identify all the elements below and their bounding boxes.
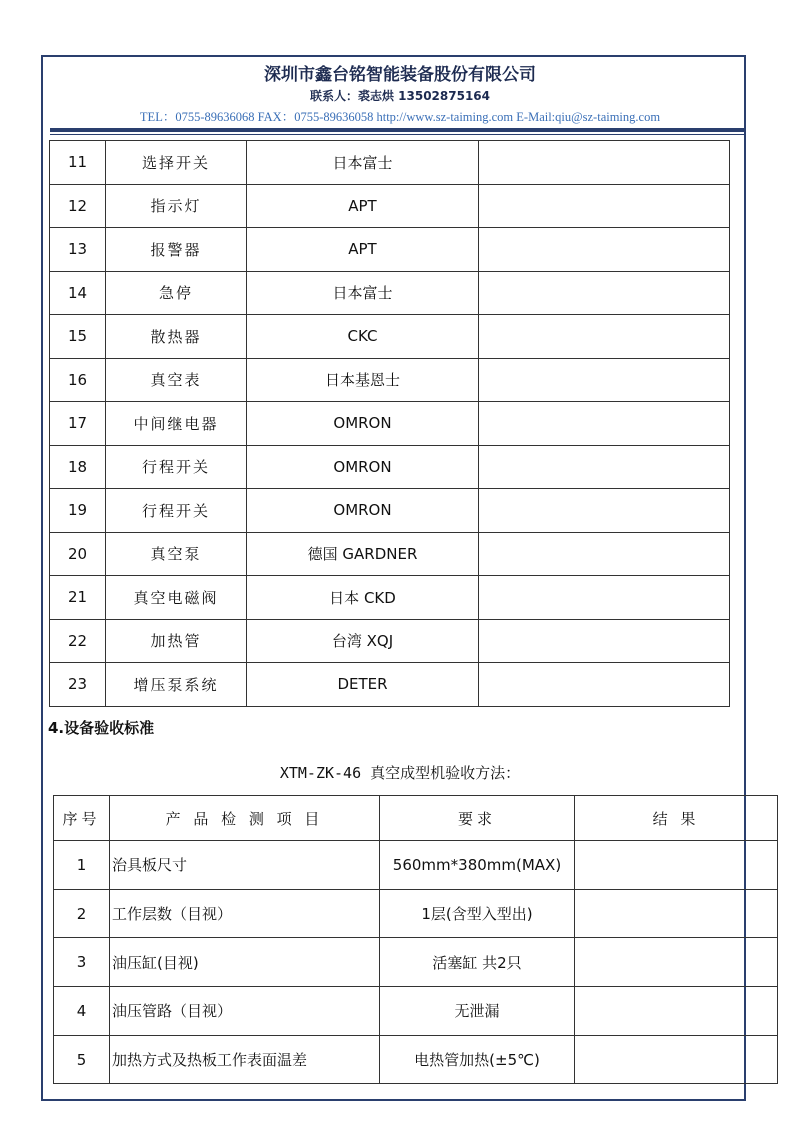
- table-row: [50, 576, 730, 620]
- part-note: [479, 358, 730, 402]
- part-brand: APT: [247, 228, 479, 272]
- part-name: 真空表: [106, 358, 247, 402]
- header-item: 产 品 检 测 项 目: [110, 796, 380, 841]
- part-number: 19: [50, 489, 106, 533]
- table-row: [54, 841, 778, 890]
- check-number: 1: [54, 841, 110, 890]
- part-brand: 日本基恩士: [247, 358, 479, 402]
- part-brand: 日本富士: [247, 141, 479, 185]
- part-name: 选择开关: [106, 141, 247, 185]
- check-item: 治具板尺寸: [110, 841, 380, 890]
- table-row: [50, 315, 730, 359]
- table-row: [50, 663, 730, 707]
- check-requirement: 560mm*380mm(MAX): [380, 841, 575, 890]
- part-name: 行程开关: [106, 489, 247, 533]
- check-result: [575, 889, 778, 938]
- part-brand: OMRON: [247, 402, 479, 446]
- check-number: 2: [54, 889, 110, 938]
- part-number: 14: [50, 271, 106, 315]
- part-note: [479, 532, 730, 576]
- table-row: [50, 489, 730, 533]
- check-number: 5: [54, 1035, 110, 1084]
- part-brand: 台湾 XQJ: [247, 619, 479, 663]
- part-brand: 日本 CKD: [247, 576, 479, 620]
- check-requirement: 电热管加热(±5℃): [380, 1035, 575, 1084]
- table-row: [50, 445, 730, 489]
- part-brand: 德国 GARDNER: [247, 532, 479, 576]
- table-row: [50, 141, 730, 185]
- check-requirement: 无泄漏: [380, 987, 575, 1036]
- part-note: [479, 489, 730, 533]
- part-number: 22: [50, 619, 106, 663]
- table-row: [50, 358, 730, 402]
- table-row: [54, 1035, 778, 1084]
- table-row: [54, 889, 778, 938]
- check-result: [575, 938, 778, 987]
- part-number: 12: [50, 184, 106, 228]
- part-brand: CKC: [247, 315, 479, 359]
- part-note: [479, 402, 730, 446]
- part-brand: OMRON: [247, 445, 479, 489]
- part-note: [479, 619, 730, 663]
- check-item: 油压缸(目视): [110, 938, 380, 987]
- part-note: [479, 184, 730, 228]
- header-rule-thin: [50, 134, 746, 135]
- table-row: [50, 271, 730, 315]
- part-note: [479, 141, 730, 185]
- check-item: 油压管路（目视）: [110, 987, 380, 1036]
- part-name: 加热管: [106, 619, 247, 663]
- part-brand: 日本富士: [247, 271, 479, 315]
- acceptance-table: [53, 795, 778, 1084]
- part-name: 中间继电器: [106, 402, 247, 446]
- part-number: 16: [50, 358, 106, 402]
- part-number: 23: [50, 663, 106, 707]
- check-result: [575, 987, 778, 1036]
- check-requirement: 1层(含型入型出): [380, 889, 575, 938]
- part-number: 21: [50, 576, 106, 620]
- part-number: 17: [50, 402, 106, 446]
- check-requirement: 活塞缸 共2只: [380, 938, 575, 987]
- check-result: [575, 1035, 778, 1084]
- part-number: 20: [50, 532, 106, 576]
- check-item: 工作层数（目视）: [110, 889, 380, 938]
- part-brand: APT: [247, 184, 479, 228]
- contact-info: TEL：0755-89636068 FAX：0755-89636058 http://www.sz-taiming.com E-Mail:qiu@sz-taiming.com: [139, 110, 661, 124]
- part-number: 11: [50, 141, 106, 185]
- table-row: [50, 184, 730, 228]
- part-note: [479, 315, 730, 359]
- check-result: [575, 841, 778, 890]
- part-name: 真空电磁阀: [106, 576, 247, 620]
- table-row: [54, 987, 778, 1036]
- contact-person: 联系人：裘志烘 13502875164: [309, 89, 491, 103]
- table-row: [54, 938, 778, 987]
- parts-table: [49, 140, 730, 707]
- part-name: 散热器: [106, 315, 247, 359]
- part-note: [479, 271, 730, 315]
- part-brand: OMRON: [247, 489, 479, 533]
- table-row: [50, 228, 730, 272]
- part-name: 急停: [106, 271, 247, 315]
- check-item: 加热方式及热板工作表面温差: [110, 1035, 380, 1084]
- header-no: 序号: [54, 796, 110, 841]
- acceptance-header-row: [54, 796, 778, 841]
- part-note: [479, 228, 730, 272]
- company-name: 深圳市鑫台铭智能装备股份有限公司: [264, 65, 536, 85]
- table-row: [50, 402, 730, 446]
- header-result: 结 果: [575, 796, 778, 841]
- header-requirement: 要求: [380, 796, 575, 841]
- part-number: 15: [50, 315, 106, 359]
- part-name: 报警器: [106, 228, 247, 272]
- part-name: 增压泵系统: [106, 663, 247, 707]
- part-note: [479, 445, 730, 489]
- section-title: 4.设备验收标准: [48, 719, 155, 737]
- header-rule: [50, 128, 746, 132]
- check-number: 3: [54, 938, 110, 987]
- part-number: 13: [50, 228, 106, 272]
- part-note: [479, 663, 730, 707]
- check-number: 4: [54, 987, 110, 1036]
- part-number: 18: [50, 445, 106, 489]
- part-name: 真空泵: [106, 532, 247, 576]
- part-name: 行程开关: [106, 445, 247, 489]
- part-name: 指示灯: [106, 184, 247, 228]
- part-brand: DETER: [247, 663, 479, 707]
- table-row: [50, 532, 730, 576]
- table-row: [50, 619, 730, 663]
- method-title: XTM-ZK-46 真空成型机验收方法：: [279, 764, 521, 782]
- part-note: [479, 576, 730, 620]
